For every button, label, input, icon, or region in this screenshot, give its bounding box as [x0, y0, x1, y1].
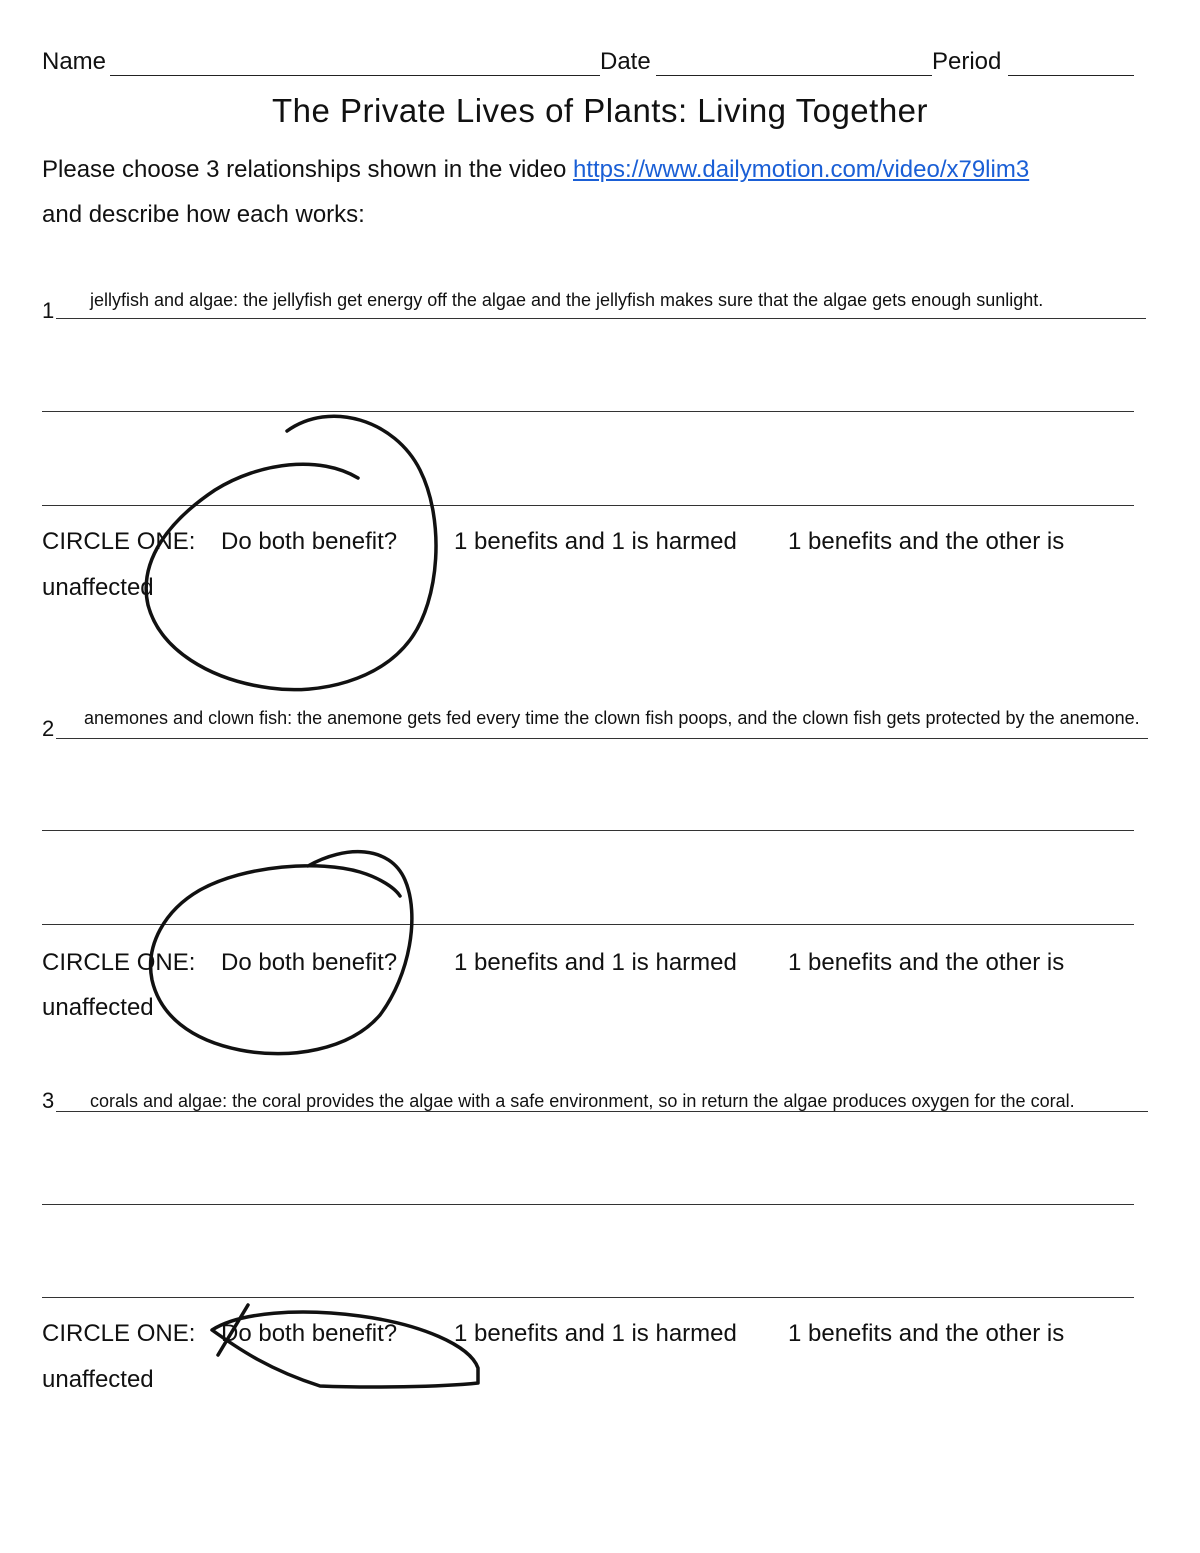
option-unaffected[interactable]: 1 benefits and the other is	[788, 1320, 1065, 1347]
item-number-2: 2	[42, 716, 55, 741]
option-both-benefit[interactable]: Do both benefit?	[221, 949, 398, 976]
instructions-line-2: and describe how each works:	[42, 201, 365, 228]
option-unaffected-cont[interactable]: unaffected	[42, 574, 154, 601]
option-unaffected[interactable]: 1 benefits and the other is	[788, 528, 1065, 555]
answer-line	[56, 318, 1146, 319]
period-field[interactable]	[1008, 75, 1134, 76]
option-harmed[interactable]: 1 benefits and 1 is harmed	[454, 1320, 737, 1347]
item-number-1: 1	[42, 298, 55, 323]
answer-2-text[interactable]: anemones and clown fish: the anemone gets fed every time the clown fish poops, and the clown fish gets protected by the anemone.	[84, 708, 1140, 728]
instructions-line-1	[42, 156, 1029, 184]
option-both-benefit[interactable]: Do both benefit?	[221, 1320, 398, 1347]
name-field[interactable]	[110, 75, 600, 76]
option-unaffected-cont[interactable]: unaffected	[42, 994, 154, 1021]
answer-line	[42, 1297, 1134, 1298]
option-harmed[interactable]: 1 benefits and 1 is harmed	[454, 949, 737, 976]
answer-line	[42, 411, 1134, 412]
circle-one-label: CIRCLE ONE:	[42, 949, 196, 976]
answer-line	[42, 830, 1134, 831]
page-title: The Private Lives of Plants: Living Together	[271, 92, 929, 129]
answer-3-text[interactable]: corals and algae: the coral provides the algae with a safe environment, so in return the algae produces oxygen for the coral.	[90, 1091, 1075, 1111]
item-number-3: 3	[42, 1088, 55, 1113]
answer-1-text[interactable]: jellyfish and algae: the jellyfish get energy off the algae and the jellyfish makes sure that the algae gets enough sunlight.	[90, 290, 1044, 310]
answer-line	[42, 924, 1134, 925]
video-link[interactable]: https://www.dailymotion.com/video/x79lim3	[573, 156, 1030, 183]
date-label: Date	[600, 48, 651, 75]
option-unaffected[interactable]: 1 benefits and the other is	[788, 949, 1065, 976]
answer-line	[42, 1204, 1134, 1205]
circle-one-label: CIRCLE ONE:	[42, 528, 196, 555]
option-both-benefit[interactable]: Do both benefit?	[221, 528, 398, 555]
answer-line	[42, 505, 1134, 506]
date-field[interactable]	[656, 75, 932, 76]
instructions-text: Please choose 3 relationships shown in the video	[42, 156, 573, 183]
option-unaffected-cont[interactable]: unaffected	[42, 1366, 154, 1393]
header-fields	[42, 44, 1134, 78]
answer-line	[56, 738, 1148, 739]
option-harmed[interactable]: 1 benefits and 1 is harmed	[454, 528, 737, 555]
period-label: Period	[932, 48, 1002, 75]
name-label: Name	[42, 48, 107, 75]
circle-one-label: CIRCLE ONE:	[42, 1320, 196, 1347]
